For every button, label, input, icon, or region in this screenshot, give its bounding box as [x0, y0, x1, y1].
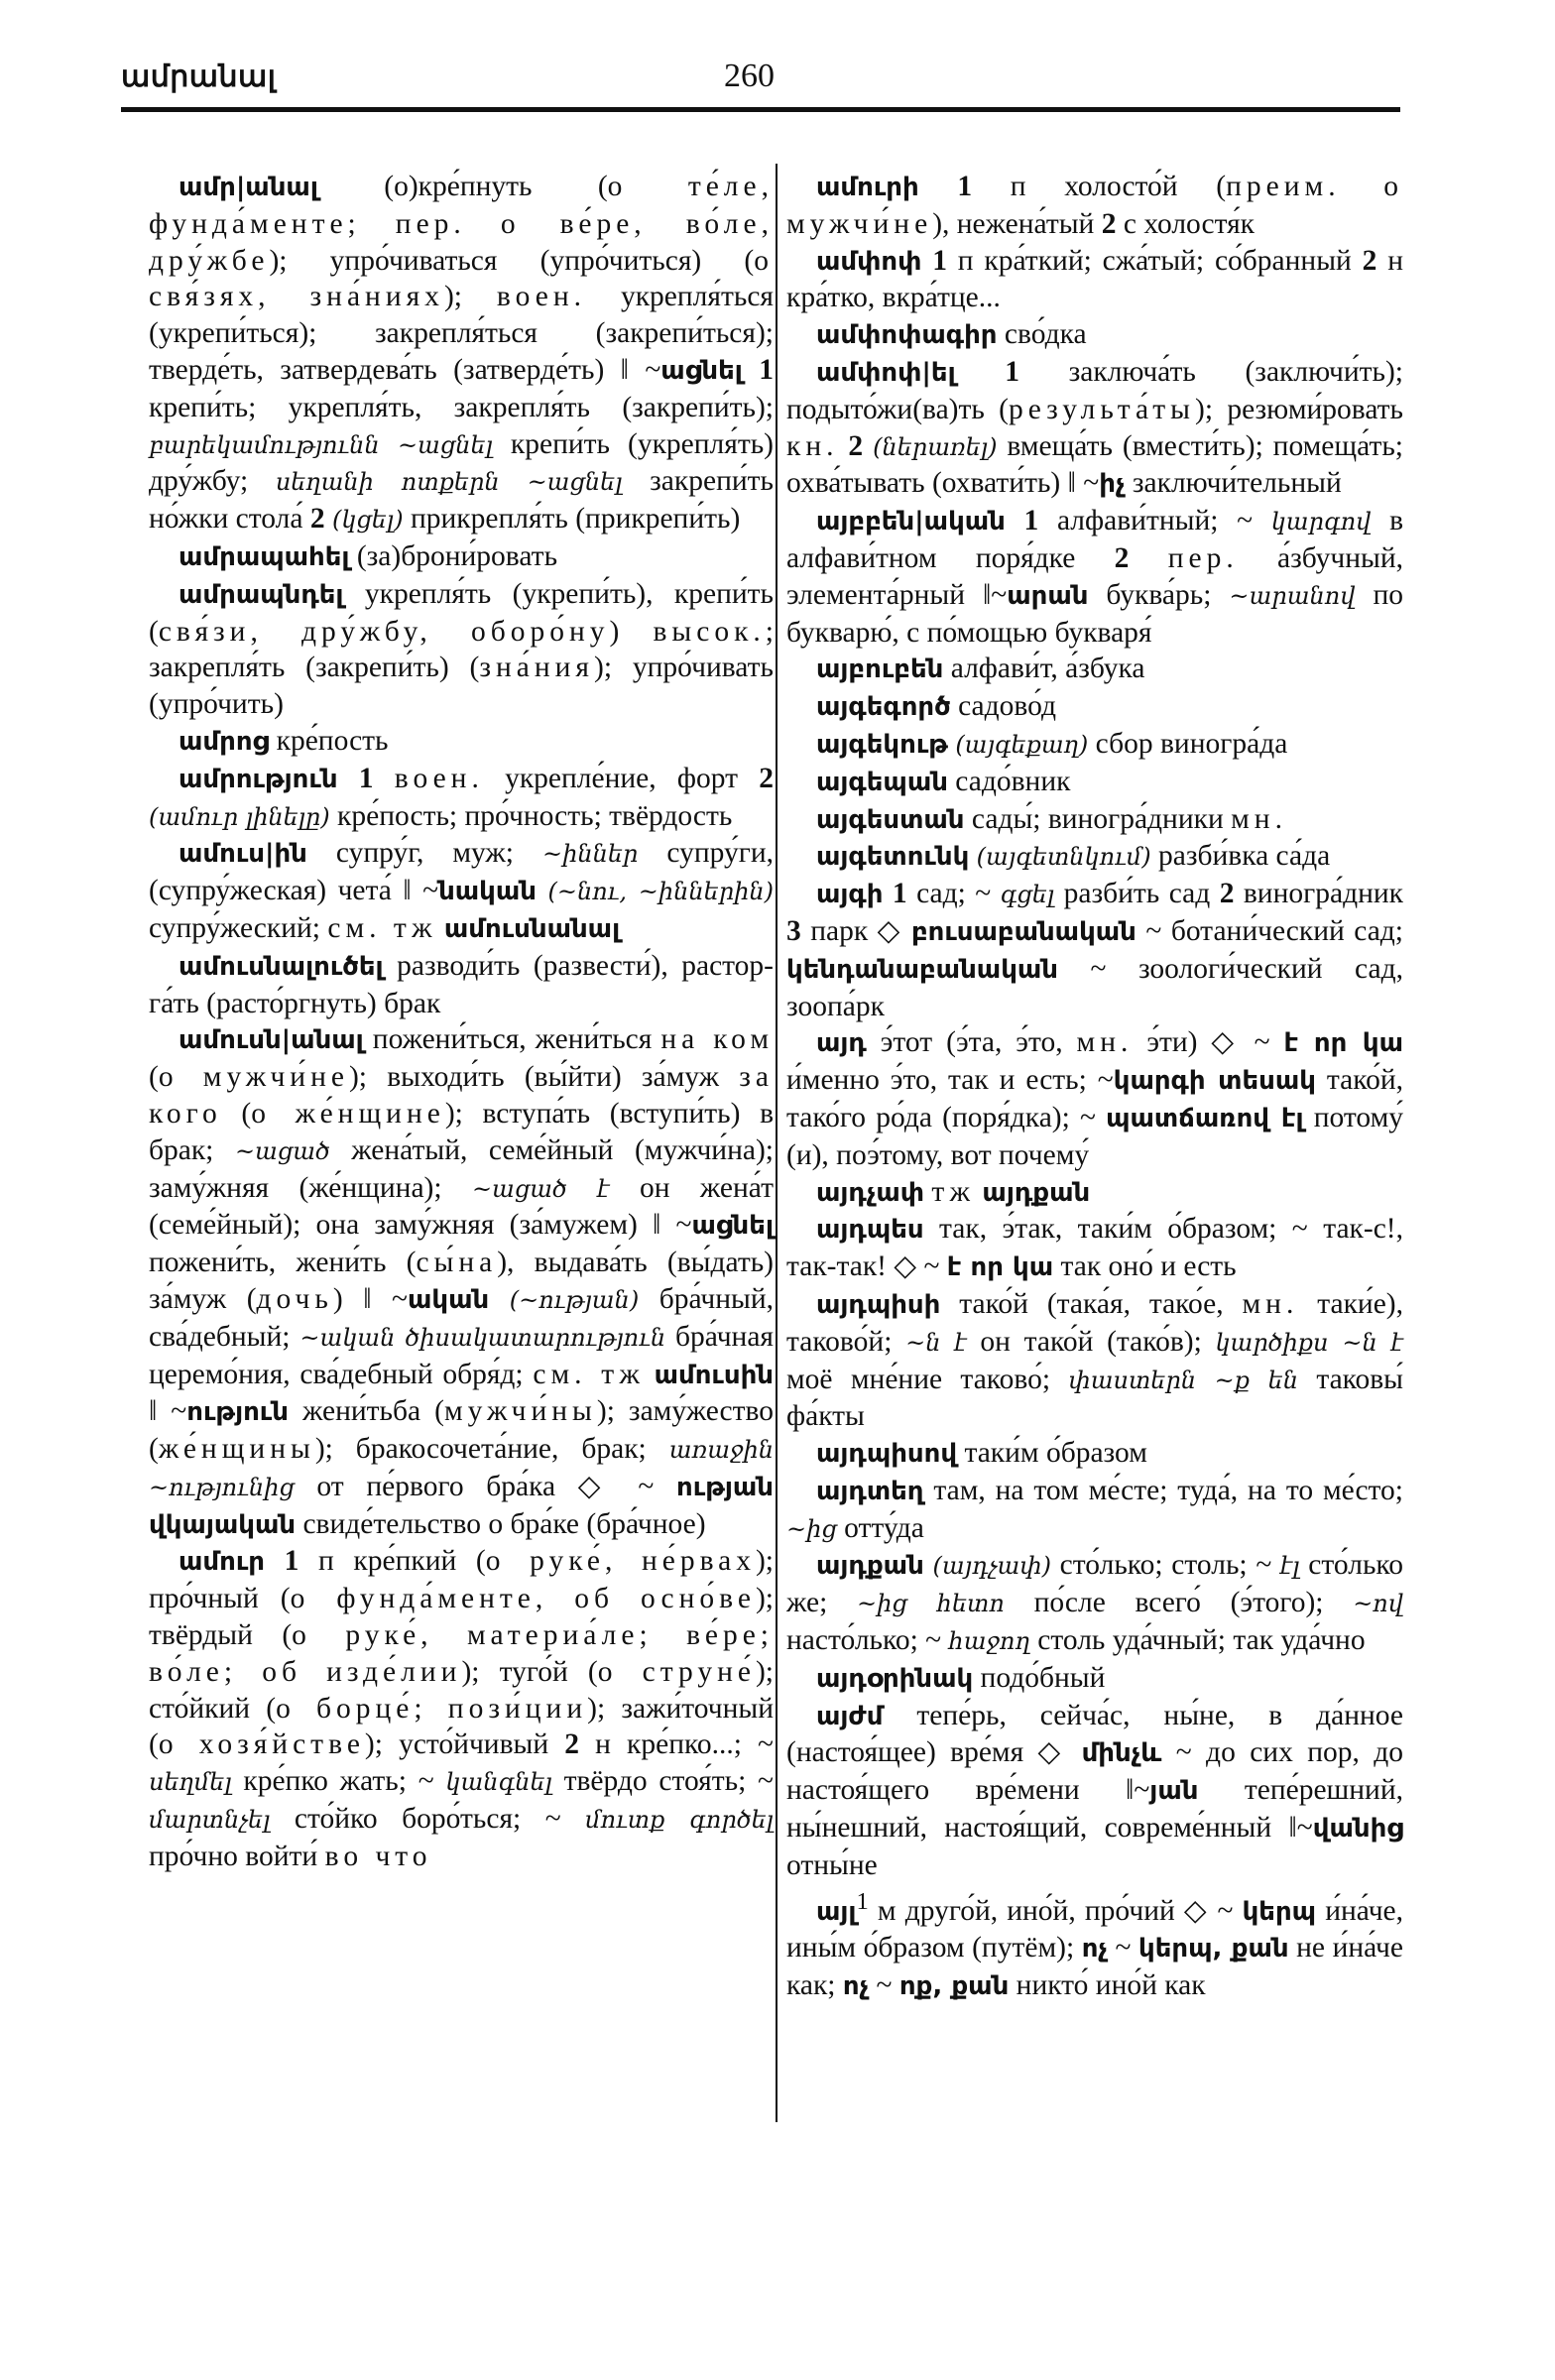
dictionary-entry: այգեգործ садово́д	[816, 690, 1057, 723]
dictionary-entry: այդքան (այդչափ) сто́лько; столь; ~ էլ сто́лько же; ~ից հետո по́сле всего́ (э́того); ~ով насто́лько; ~ հաջող столь уда́чный; так уда́чно	[786, 1549, 1404, 1657]
dictionary-entry: այբբեն|ական 1 алфави́тный; ~ կարգով в алфави́тном поря́дке 2 пер. а́збучный, элемента́рный ‖~արան буква́рь; ~արանով по букварю́, с по́мощью букваря́	[786, 505, 1404, 649]
dictionary-entry: այդչափ тж այդքան	[816, 1175, 1091, 1208]
running-head: ամրանալ	[121, 60, 277, 93]
dictionary-entry: այդօրինակ подо́бный	[816, 1661, 1106, 1694]
right-column	[786, 169, 1403, 2005]
dictionary-entry: ամրապնդել укрепля́ть (укрепи́ть), крепи́ть (свя́зи, дру́жбу, оборо́ну) высок.; закрепля́ть (закрепи́ть) (зна́ния); упро́чивать (упро́чить)	[149, 577, 774, 721]
dictionary-entry: ամփոփ|ել 1 заключа́ть (заключи́ть); подыто́жи(ва)ть (результа́ты); резюми́ровать кн. 2 (ներառել) вмеща́ть (вмести́ть); помеща́ть; охва́тывать (охвати́ть) ‖ ~իչ заключи́тельный	[786, 355, 1403, 500]
dictionary-entry: այդտեղ там, на том ме́сте; туда́, на то ме́сто; ~ից отту́да	[786, 1474, 1403, 1544]
dictionary-entry: ամփոփ 1 п кра́ткий; сжа́тый; со́бранный 2 н кра́тко, вкра́тце...	[786, 244, 1403, 314]
dictionary-entry: ամրություն 1 воен. укрепле́ние, форт 2 (ամուր լինելը) кре́пость; про́чность; твёрдость	[149, 762, 774, 832]
dictionary-entry: այդ э́тот (э́та, э́то, мн. э́ти) ◇ ~ է որ կա и́менно э́то, так и есть; ~կարգի տեսակ тако́й, тако́го ро́да (поря́дка); ~ պատճառով էլ потому́ (и), поэ́тому, вот почему́	[786, 1026, 1403, 1171]
dictionary-entry: այբուբեն алфави́т, а́збука	[816, 653, 1145, 685]
dictionary-entry: այգի 1 сад; ~ գցել разби́ть сад 2 виногра́дник 3 парк ◇ բուսաբանական ~ ботани́ческий сад; կենդանաբանական ~ зоологи́ческий сад, зоопа́рк	[786, 878, 1403, 1022]
dictionary-entry: այգեպան садо́вник	[816, 765, 1071, 797]
dictionary-entry: ամրապահել (за)брони́ровать	[179, 539, 558, 572]
dictionary-entry: ամուր 1 п кре́пкий (о руке́, не́рвах); про́чный (о фунда́менте, об осно́ве); твёрдый (о руке́, материа́ле; ве́ре; во́ле; об изде́лии); туго́й (о струне́); сто́йкий (о борце́; пози́ции); зажи́точный (о хозя́йстве); усто́йчивый 2 н кре́пко...; ~ սեղմել кре́пко жать; ~ կանգնել твёрдо стоя́ть; ~ մարտնչել сто́йко боро́ться; ~ մուտք գործել про́чно войти́ во что	[149, 1545, 775, 1872]
dictionary-entry: ամր|անալ (о)кре́пнуть (о те́ле, фунда́менте; пер. о ве́ре, во́ле, дру́жбе); упро́чиваться (упро́читься) (о свя́зях, зна́ниях); воен. укрепля́ться (укрепи́ться); закрепля́ться (закрепи́ться); тверде́ть, затвердева́ть (затверде́ть) ‖ ~ացնել 1 крепи́ть; укрепля́ть, закрепля́ть (закрепи́ть); բարեկամությունն ~ացնել крепи́ть (укрепля́ть) дру́жбу; սեղանի ոտքերն ~ացնել закрепи́ть но́жки стола́ 2 (կցել) прикрепля́ть (прикрепи́ть)	[149, 171, 775, 536]
dictionary-entry: այդպես так, э́так, таки́м о́бразом; ~ так-с!, так-так! ◇ ~ է որ կա так оно́ и есть	[786, 1213, 1403, 1283]
dictionary-entry: ամուսն|անալ пожени́ться, жени́ться на ком (о мужчи́не); выходи́ть (вы́йти) за́муж за кого (о же́нщине); вступа́ть (вступи́ть) в брак; ~ացած жена́тый, семе́йный (мужчи́на); заму́жняя (же́нщина); ~ացած է он жена́т (семе́йный); она заму́жняя (за́мужем) ‖ ~ացնել пожени́ть, жени́ть (сы́на), выдава́ть (вы́дать) за́муж (дочь) ‖ ~ական (~ության) бра́чный, сва́дебный; ~ական ծիսակատարություն бра́чная церемо́ния, сва́дебный обря́д; см. тж ամուսին ‖ ~ություն жени́тьба (мужчи́ны); заму́жество (же́нщины); бракосочета́ние, брак; առաջին ~ությունից от пе́рвого бра́ка ◇ ~ ության վկայական свиде́тельство о бра́ке (бра́чное)	[149, 1023, 775, 1540]
dictionary-entry: ամրոց кре́пость	[179, 724, 389, 757]
dictionary-entry: այժմ тепе́рь, сейча́с, ны́не, в да́нное (настоя́щее) вре́мя ◇ մինչև ~ до сих пор, до настоя́щего вре́мени ‖~յան тепе́решний, ны́нешний, настоя́щий, совреме́нный ‖~վանից отны́не	[786, 1699, 1403, 1881]
dictionary-entry: այգեստան сады́; виногра́дники мн.	[816, 802, 1287, 835]
dictionary-entry: ամփոփագիր сво́дка	[816, 318, 1087, 351]
left-column	[149, 169, 774, 1875]
page-number: 260	[724, 58, 775, 94]
dictionary-entry: այգեկութ (այգեքաղ) сбор виногра́да	[816, 727, 1288, 760]
dictionary-entry: այգետունկ (այգետնկում) разби́вка са́да	[816, 840, 1331, 873]
dictionary-entry: ամուրի 1 п холосто́й (преим. о мужчи́не), нежена́тый 2 с холостя́к	[786, 171, 1403, 240]
dictionary-entry: այլ$^1$ м друго́й, ино́й, про́чий ◇ ~ կերպ и́на́че, ины́м о́бразом (путём); ոչ ~ կերպ, քան не и́на́че как; ոչ ~ ոք, քան никто́ ино́й как	[786, 1887, 1403, 2002]
page-header	[0, 0, 1555, 109]
column-divider	[776, 164, 778, 2122]
dictionary-entry: ամուս|ին супру́г, муж; ~իններ супру́ги, (супру́жеская) чета́ ‖ ~նական (~նու, ~իններին) супру́жеский; см. тж ամուսնանալ	[149, 837, 775, 944]
dictionary-entry: ամուսնալուծել разводи́ть (развести́), расторга́ть (расто́ргнуть) брак	[149, 949, 774, 1019]
dictionary-entry: այդպիսի тако́й (така́я, тако́е, мн. таки́е), таково́й; ~ն է он тако́й (тако́в); կարծիքս ~ն է моё мне́ние таково́; փաստերն ~ք են таковы́ фа́кты	[786, 1287, 1404, 1433]
header-rule	[121, 107, 1400, 112]
dictionary-entry: այդպիսով таки́м о́бразом	[816, 1437, 1147, 1470]
